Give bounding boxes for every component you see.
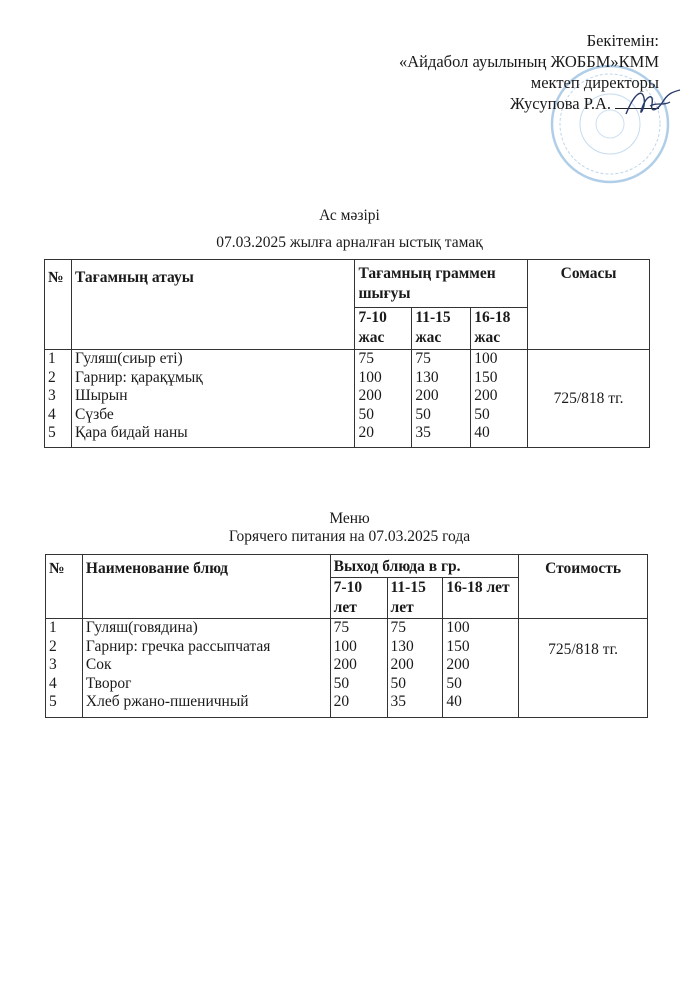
portion-weight: 50 xyxy=(358,405,374,423)
kz-header-age-11-15: 11-15 жас xyxy=(412,308,471,350)
row-number: 2 xyxy=(49,637,57,655)
dish-name: Сүзбе xyxy=(74,405,114,423)
portion-weight: 40 xyxy=(446,693,462,710)
kz-menu-title: Ас мәзірі xyxy=(319,207,380,224)
row-number: 2 xyxy=(48,368,56,386)
kz-header-weight: Тағамның граммен шығуы xyxy=(355,260,528,308)
portion-weight: 40 xyxy=(474,424,490,441)
portion-weight: 200 xyxy=(446,656,470,673)
portion-weight: 75 xyxy=(333,619,350,636)
portion-weight: 20 xyxy=(333,693,350,710)
dish-name: Қара бидай наны xyxy=(74,424,188,441)
kz-dishes-cell xyxy=(71,350,354,448)
portion-weight: 100 xyxy=(446,619,470,636)
ru-age-11-15-cell xyxy=(387,619,443,718)
ru-header-age-16-18: 16-18 лет xyxy=(443,578,519,619)
ru-header-age-11-15: 11-15 лет xyxy=(387,578,443,619)
school-name: «Айдабол ауылының ЖОББМ»КММ xyxy=(398,52,659,71)
dish-name: Гарнир: гречка рассыпчатая xyxy=(85,637,271,655)
portion-weight: 35 xyxy=(415,424,431,441)
portion-weight: 50 xyxy=(390,674,407,692)
kz-numbers-cell xyxy=(45,350,72,448)
kz-age-7-10-cell xyxy=(355,350,412,448)
portion-weight: 200 xyxy=(474,387,498,404)
portion-weight: 130 xyxy=(390,637,414,655)
portion-weight: 100 xyxy=(333,637,357,655)
kz-header-price: Сомасы xyxy=(528,260,650,350)
dish-name: Гуляш(говядина) xyxy=(85,619,198,636)
kz-header-age-16-18: 16-18 жас xyxy=(471,308,528,350)
ru-dishes-cell xyxy=(82,619,330,718)
portion-weight: 50 xyxy=(415,405,431,423)
row-number: 5 xyxy=(49,693,57,710)
ru-header-number: № xyxy=(46,555,83,619)
ru-menu-title: Меню xyxy=(329,510,370,527)
portion-weight: 200 xyxy=(333,656,357,673)
portion-weight: 200 xyxy=(358,387,382,404)
row-number: 3 xyxy=(49,656,57,673)
portion-weight: 50 xyxy=(446,674,462,692)
ru-header-age-7-10: 7-10 лет xyxy=(330,578,387,619)
kz-age-11-15-cell xyxy=(412,350,471,448)
ru-menu-subtitle: Горячего питания на 07.03.2025 года xyxy=(228,528,471,545)
kz-header-number: № xyxy=(45,260,72,350)
portion-weight: 50 xyxy=(333,674,350,692)
portion-weight: 35 xyxy=(390,693,407,710)
dish-name: Хлеб ржано-пшеничный xyxy=(85,693,249,710)
portion-weight: 75 xyxy=(390,619,407,636)
approval-label: Бекітемін: xyxy=(586,31,659,50)
portion-weight: 100 xyxy=(358,368,382,386)
ru-header-price: Стоимость xyxy=(519,555,648,619)
ru-price: 725/818 тг. xyxy=(519,619,648,718)
dish-name: Гуляш(сиыр еті) xyxy=(74,350,183,367)
row-number: 5 xyxy=(48,424,56,441)
kz-price: 725/818 тг. xyxy=(528,350,650,448)
portion-weight: 150 xyxy=(446,637,470,655)
portion-weight: 200 xyxy=(390,656,414,673)
ru-age-16-18-cell xyxy=(443,619,519,718)
portion-weight: 200 xyxy=(415,387,439,404)
portion-weight: 150 xyxy=(474,368,498,386)
kz-age-16-18-cell xyxy=(471,350,528,448)
row-number: 1 xyxy=(48,350,56,367)
ru-header-name: Наименование блюд xyxy=(82,555,330,619)
dish-name: Сок xyxy=(85,656,112,673)
ru-menu-table xyxy=(45,554,648,718)
row-number: 4 xyxy=(49,674,57,692)
director-signature xyxy=(620,84,690,124)
director-name: Жусупова Р.А. xyxy=(510,94,611,113)
director-title: мектеп директоры xyxy=(530,73,659,92)
row-number: 1 xyxy=(49,619,57,636)
portion-weight: 20 xyxy=(358,424,374,441)
portion-weight: 100 xyxy=(474,350,498,367)
kz-menu-subtitle: 07.03.2025 жылға арналған ыстық тамақ xyxy=(216,234,483,251)
row-number: 3 xyxy=(48,387,56,404)
portion-weight: 130 xyxy=(415,368,439,386)
kz-header-age-7-10: 7-10 жас xyxy=(355,308,412,350)
dish-name: Гарнир: қарақұмық xyxy=(74,368,203,386)
ru-age-7-10-cell xyxy=(330,619,387,718)
dish-name: Шырын xyxy=(74,387,128,404)
portion-weight: 75 xyxy=(358,350,374,367)
portion-weight: 50 xyxy=(474,405,490,423)
kz-menu-table xyxy=(44,259,650,448)
ru-header-weight: Выход блюда в гр. xyxy=(330,555,519,578)
ru-numbers-cell xyxy=(46,619,83,718)
row-number: 4 xyxy=(48,405,56,423)
portion-weight: 75 xyxy=(415,350,431,367)
kz-header-name: Тағамның атауы xyxy=(71,260,354,350)
dish-name: Творог xyxy=(85,674,132,692)
